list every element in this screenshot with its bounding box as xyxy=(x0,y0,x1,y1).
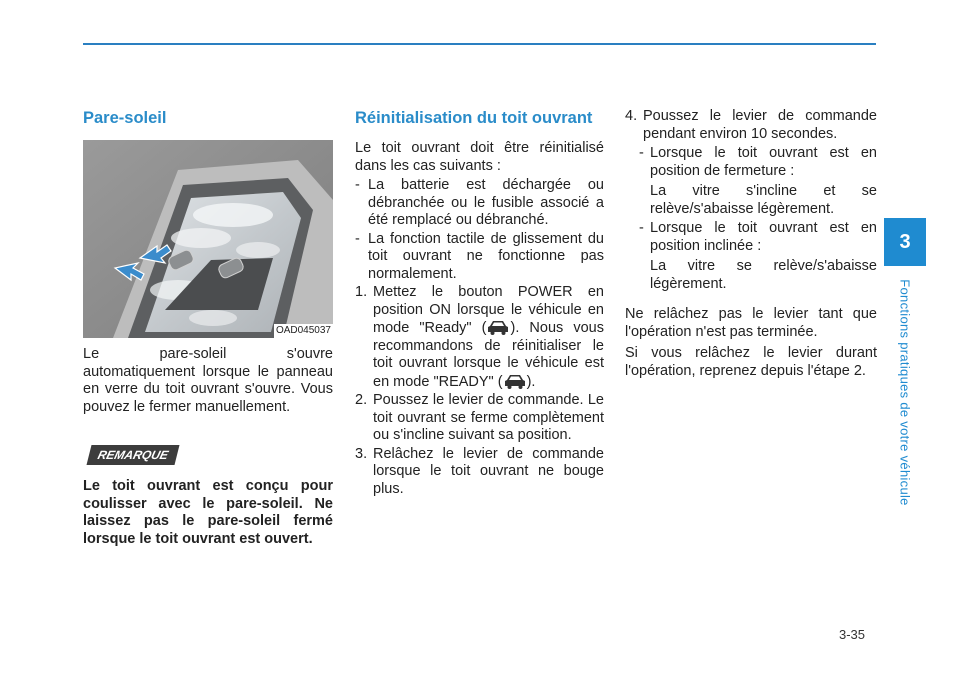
step-item xyxy=(625,108,877,143)
step-text: Poussez le levier de commande. Le toit ouvrant se ferme complètement ou s'incline suivant sa position. xyxy=(373,392,604,443)
image-code: OAD045037 xyxy=(275,325,331,336)
dash-marker: - xyxy=(639,145,644,161)
sub-result: La vitre s'incline et se relève/s'abaisse légèrement. xyxy=(650,183,877,217)
note-text: Le toit ouvrant est conçu pour coulisser avec le pare-soleil. Ne laissez pas le pare-soleil fermé lorsque le toit ouvrant est ouvert. xyxy=(83,478,333,547)
reset-heading: Réinitialisation du toit ouvrant xyxy=(355,109,593,127)
list-item xyxy=(355,177,604,230)
sub-result: La vitre se relève/s'abaisse légèrement. xyxy=(650,258,877,292)
chapter-tab xyxy=(884,218,926,266)
step-number: 3. xyxy=(355,445,368,462)
chapter-title: Fonctions pratiques de votre véhicule xyxy=(897,278,913,506)
car-ready-icon xyxy=(486,319,510,336)
page-number: 3-35 xyxy=(839,627,866,642)
dash-marker: - xyxy=(355,177,360,193)
step-text: Poussez le levier de commande pendant environ 10 secondes. xyxy=(643,108,877,142)
dash-marker: - xyxy=(355,230,360,247)
note-badge xyxy=(87,445,180,465)
chapter-title-vertical xyxy=(884,272,926,512)
sub-condition: Lorsque le toit ouvrant est en position de fermeture : xyxy=(650,145,877,179)
dash-marker: - xyxy=(639,220,644,236)
column-sunshade xyxy=(83,108,333,548)
step-text: ). Nous vous recommandons de réinitialiser le toit ouvrant lorsque le véhicule est en mode "READY" ( xyxy=(373,320,604,390)
chapter-number: 3 xyxy=(899,230,911,253)
sunshade-body: Le pare-soleil s'ouvre automatiquement lorsque le panneau en verre du toit ouvrant s'ouvre. Vous pouvez le fermer manuellement. xyxy=(83,346,333,415)
car-ready-icon xyxy=(503,373,527,390)
closing-text: Si vous relâchez le levier durant l'opération, reprenez depuis l'étape 2. xyxy=(625,345,877,379)
reset-intro: Le toit ouvrant doit être réinitialisé dans les cas suivants : xyxy=(355,140,604,174)
list-item xyxy=(355,231,604,284)
sunroof-illustration xyxy=(83,140,333,338)
sunshade-heading: Pare-soleil xyxy=(83,109,167,127)
header-rule xyxy=(83,43,876,45)
note-label: REMARQUE xyxy=(96,448,170,462)
step-number: 1. xyxy=(355,284,368,300)
step-item xyxy=(355,392,604,445)
sub-item xyxy=(625,145,877,180)
case-text: La fonction tactile de glissement du toit ouvrant ne fonctionne pas normalement. xyxy=(368,230,604,282)
step-text: Relâchez le levier de commande lorsque le toit ouvrant ne bouge plus. xyxy=(373,445,604,497)
step-item xyxy=(355,446,604,499)
step-number: 2. xyxy=(355,392,368,408)
step-number: 4. xyxy=(625,108,638,124)
column-reset-continued xyxy=(625,108,877,380)
case-text: La batterie est déchargée ou débranchée ou le fusible associé a été remplacé ou débranché. xyxy=(368,177,604,228)
column-reset xyxy=(355,108,604,499)
step-text: Mettez le bouton POWER en position ON lorsque le véhicule en mode "Ready" ( xyxy=(373,284,604,336)
sunroof-photo xyxy=(83,140,333,338)
step-item xyxy=(355,284,604,391)
sub-item xyxy=(625,220,877,255)
sub-condition: Lorsque le toit ouvrant est en position inclinée : xyxy=(650,220,877,254)
closing-text: Ne relâchez pas le levier tant que l'opération n'est pas terminée. xyxy=(625,306,877,340)
step-text: ). xyxy=(526,373,536,390)
